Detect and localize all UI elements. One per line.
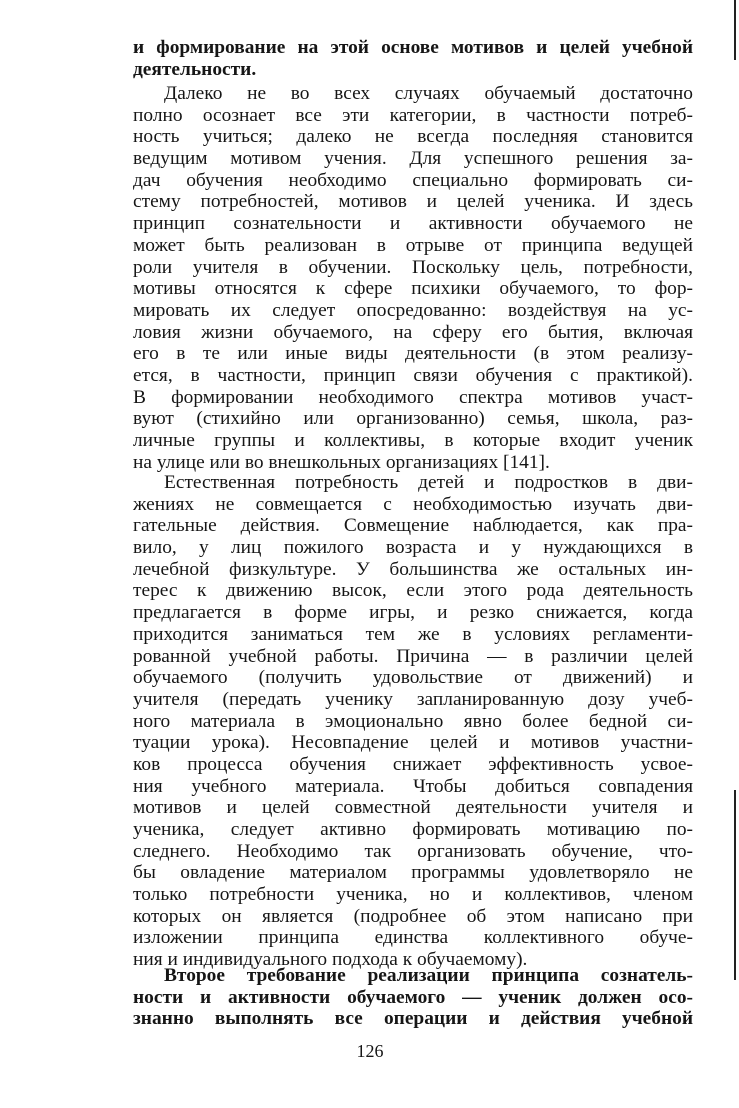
page-number: 126 <box>356 1041 384 1061</box>
scan-edge-shadow <box>734 790 736 980</box>
text-line: учителя (передать ученику запланированную дозу учеб- <box>133 688 693 710</box>
text-line: гательные действия. Совмещение наблюдается, как пра- <box>133 515 693 537</box>
text-line: ведущим мотивом учения. Для успешного решения за- <box>133 148 693 170</box>
text-line: ния и индивидуального подхода к обучаемому). <box>133 949 528 971</box>
text-line: на улице или во внешкольных организациях [141]. <box>133 451 550 473</box>
text-line: может быть реализован в отрыве от принципа ведущей <box>133 234 693 256</box>
text-line: терес к движению высок, если этого рода деятельность <box>133 580 693 602</box>
text-line: ученика, следует активно формировать мотивацию по- <box>133 819 693 840</box>
text-line: лечебной физкультуре. У большинства же остальных ин- <box>133 558 693 580</box>
text-line: ного материала в эмоционально явно более бедной си- <box>133 710 693 732</box>
text-line: Далеко не во всех случаях обучаемый достаточно <box>164 83 693 104</box>
text-line: роли учителя в обучении. Поскольку цель, потребности, <box>133 256 693 278</box>
text-line: следнего. Необходимо так организовать обучение, что- <box>133 840 693 862</box>
text-line: рованной учебной работы. Причина — в различии целей <box>133 645 693 667</box>
text-line: и формирование на этой основе мотивов и целей учебной <box>133 37 693 58</box>
text-line: дач обучения необходимо специально формировать си- <box>133 169 693 191</box>
text-line: ков процесса обучения снижает эффективность усвое- <box>133 753 693 775</box>
text-line: Естественная потребность детей и подростков в дви- <box>164 472 693 493</box>
text-line: деятельности. <box>133 58 257 80</box>
text-line: ность учиться; далеко не всегда последняя становится <box>133 126 693 148</box>
text-line: мотивов и целей совместной деятельности учителя и <box>133 797 693 819</box>
text-line: полно осознает все эти категории, в частности потреб- <box>133 104 693 126</box>
bold-paragraph <box>133 965 693 1030</box>
scan-edge-shadow <box>734 0 736 60</box>
text-line: принцип сознательности и активности обучаемого не <box>133 213 693 235</box>
text-line: личные группы и коллективы, в которые входит ученик <box>133 430 693 451</box>
text-line: ловия жизни обучаемого, на сферу его бытия, включая <box>133 321 693 343</box>
text-line: которых он является (подробнее об этом написано при <box>133 905 693 927</box>
text-line: изложении принципа единства коллективного обуче- <box>133 927 693 949</box>
paragraph <box>133 83 693 473</box>
text-line: знанно выполнять все операции и действия учебной <box>133 1008 693 1030</box>
text-line: бы овладение материалом программы удовлетворяло не <box>133 862 693 884</box>
text-line: вило, у лиц пожилого возраста и у нуждающихся в <box>133 537 693 559</box>
text-line: предлагается в форме игры, и резко снижается, когда <box>133 602 693 624</box>
text-line: его в те или иные виды деятельности (в этом реализу- <box>133 343 693 365</box>
text-line: мировать их следует опосредованно: воздействуя на ус- <box>133 299 693 321</box>
text-line: жениях не совмещается с необходимостью изучать дви- <box>133 493 693 515</box>
paragraph <box>133 472 693 971</box>
text-line: туации урока). Несовпадение целей и мотивов участни- <box>133 732 693 754</box>
text-line: В формировании необходимого спектра мотивов участ- <box>133 386 693 408</box>
text-line: стему потребностей, мотивов и целей ученика. И здесь <box>133 191 693 213</box>
text-line: обучаемого (получить удовольствие от движений) и <box>133 667 693 689</box>
text-line: приходится заниматься тем же в условиях регламенти- <box>133 623 693 645</box>
text-line: вуют (стихийно или организованно) семья, школа, раз- <box>133 408 693 430</box>
text-line: Второе требование реализации принципа сознатель- <box>164 965 693 986</box>
text-line: ности и активности обучаемого — ученик должен осо- <box>133 986 693 1008</box>
continued-bold-sentence <box>133 37 693 80</box>
text-line: только потребности ученика, но и коллективов, членом <box>133 884 693 906</box>
text-line: ния учебного материала. Чтобы добиться совпадения <box>133 775 693 797</box>
text-line: мотивы относятся к сфере психики обучаемого, то фор- <box>133 278 693 300</box>
text-line: ется, в частности, принцип связи обучения с практикой). <box>133 364 693 386</box>
